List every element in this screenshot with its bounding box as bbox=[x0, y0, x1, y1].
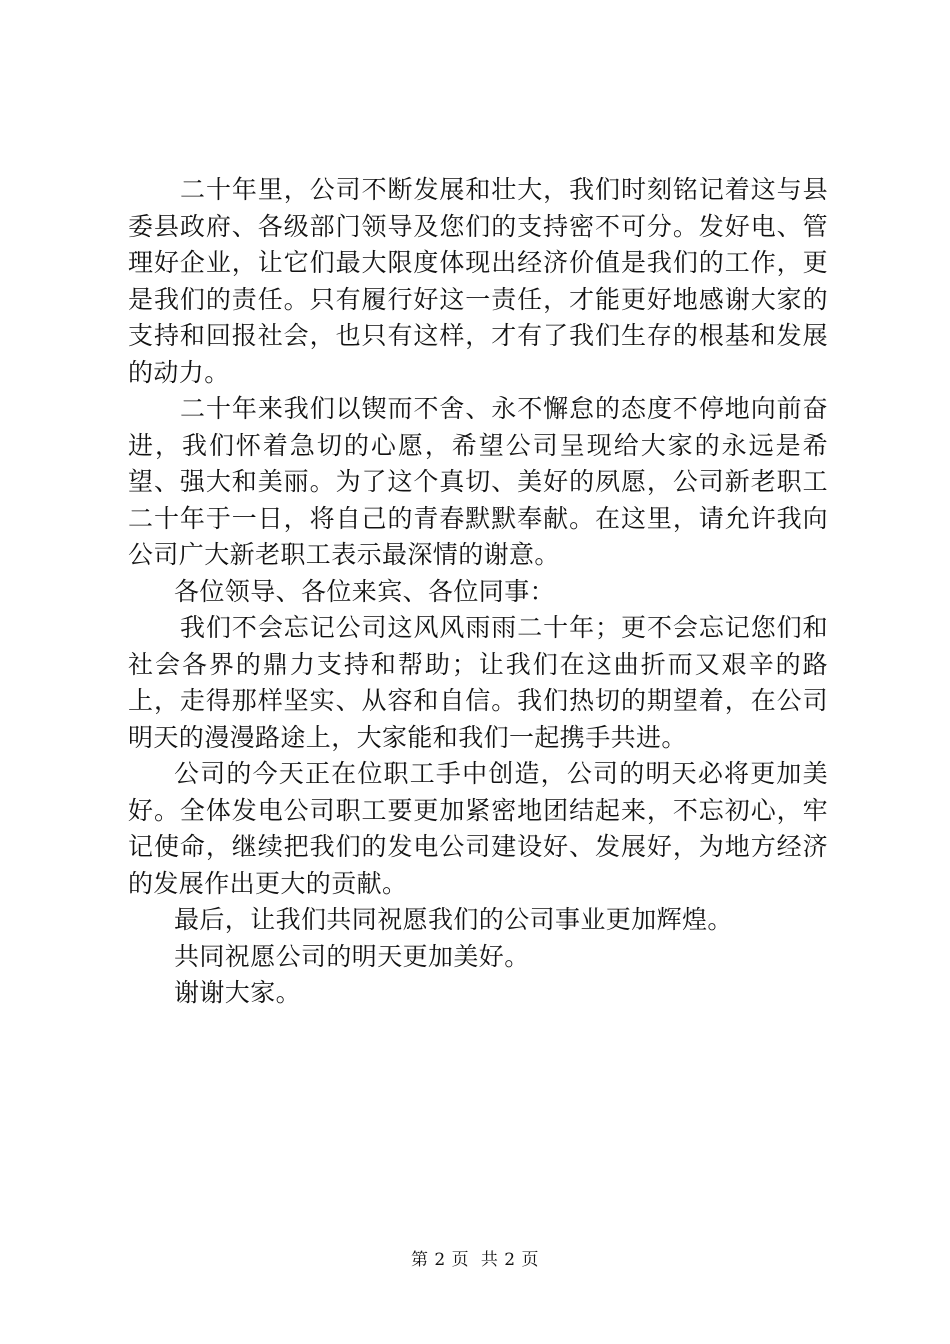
page-footer bbox=[0, 1245, 950, 1270]
document-body bbox=[128, 172, 828, 1012]
paragraph-1: 二十年里，公司不断发展和壮大，我们时刻铭记着这与县委县政府、各级部门领导及您们的支持密不可分。发好电、管理好企业，让它们最大限度体现出经济价值是我们的工作，更是我们的责任。只有履行好这一责任，才能更好地感谢大家的支持和回报社会，也只有这样，才有了我们生存的根基和发展的动力。 bbox=[128, 175, 828, 387]
paragraph-4: 我们不会忘记公司这风风雨雨二十年；更不会忘记您们和社会各界的鼎力支持和帮助；让我们在这曲折而又艰辛的路上，走得那样坚实、从容和自信。我们热切的期望着，在公司明天的漫漫路途上，大家能和我们一起携手共进。 bbox=[128, 613, 828, 752]
paragraph-2: 二十年来我们以锲而不舍、永不懈怠的态度不停地向前奋进，我们怀着急切的心愿，希望公司呈现给大家的永远是希望、强大和美丽。为了这个真切、美好的夙愿，公司新老职工二十年于一日，将自己的青春默默奉献。在这里，请允许我向公司广大新老职工表示最深情的谢意。 bbox=[128, 394, 828, 569]
paragraph-5: 公司的今天正在位职工手中创造，公司的明天必将更加美好。全体发电公司职工要更加紧密地团结起来，不忘初心，牢记使命，继续把我们的发电公司建设好、发展好，为地方经济的发展作出更大的贡献。 bbox=[128, 759, 828, 898]
paragraph-7: 共同祝愿公司的明天更加美好。 bbox=[174, 941, 530, 971]
paragraph-closing: 谢谢大家。 bbox=[174, 978, 302, 1007]
page-number-label: 第 2 页 共 2 页 bbox=[410, 1250, 540, 1270]
paragraph-salutation: 各位领导、各位来宾、各位同事： bbox=[174, 576, 556, 606]
paragraph-6: 最后，让我们共同祝愿我们的公司事业更加辉煌。 bbox=[174, 905, 733, 934]
